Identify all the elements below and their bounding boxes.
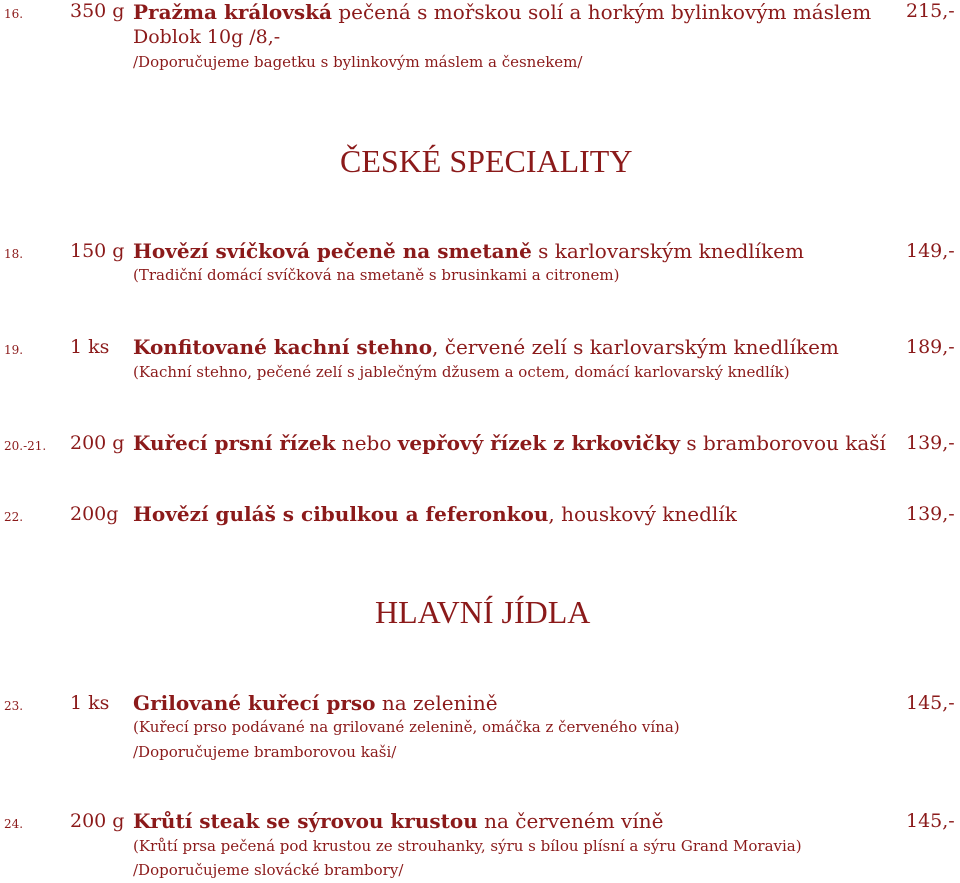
item-quantity: 200g [70, 503, 119, 525]
item-subtitle: (Kuřecí prso podávané na grilované zelenině, omáčka z červeného vína) [133, 718, 680, 736]
item-description: pečená s mořskou solí a horkým bylinkovým máslem [331, 0, 872, 24]
item-description: , houskový knedlík [548, 502, 737, 526]
item-connector: nebo [335, 431, 398, 455]
item-price: 189,- [906, 336, 955, 358]
item-quantity: 200 g [70, 432, 125, 454]
item-name: Konfitované kachní stehno [133, 335, 433, 359]
item-title [133, 809, 663, 833]
item-quantity: 150 g [70, 240, 125, 262]
item-number: 19. [4, 343, 24, 357]
item-number: 24. [4, 817, 24, 831]
item-title [133, 431, 886, 455]
item-title [133, 502, 737, 526]
item-quantity: 350 g [70, 0, 125, 22]
item-subtitle: (Kachní stehno, pečené zelí s jablečným džusem a octem, domácí karlovarský knedlík) [133, 363, 790, 381]
item-price: 149,- [906, 240, 955, 262]
item-name: Hovězí guláš s cibulkou a feferonkou [133, 502, 549, 526]
item-name: Krůtí steak se sýrovou krustou [133, 809, 478, 833]
item-price: 145,- [906, 692, 955, 714]
item-recommendation: /Doporučujeme bagetku s bylinkovým máslem a česnekem/ [133, 53, 583, 71]
item-number: 22. [4, 510, 24, 524]
item-title [133, 335, 839, 359]
item-quantity: 1 ks [70, 336, 110, 358]
item-number: 20.-21. [4, 439, 47, 453]
item-name-alt: vepřový řízek z krkovičky [397, 431, 680, 455]
item-name: Grilované kuřecí prso [133, 691, 376, 715]
item-price: 139,- [906, 503, 955, 525]
item-title [133, 691, 498, 715]
item-recommendation: /Doporučujeme bramborovou kaši/ [133, 743, 397, 761]
item-number: 23. [4, 699, 24, 713]
item-name: Kuřecí prsní řízek [133, 431, 336, 455]
item-subtitle: (Tradiční domácí svíčková na smetaně s brusinkami a citronem) [133, 266, 620, 284]
item-number: 18. [4, 247, 24, 261]
item-price: 215,- [906, 0, 955, 22]
item-quantity: 1 ks [70, 692, 110, 714]
section-heading: ČESKÉ SPECIALITY [340, 143, 633, 179]
item-description: na zelenině [375, 691, 498, 715]
item-name: Hovězí svíčková pečeně na smetaně [133, 239, 532, 263]
item-extra: Doblok 10g /8,- [133, 26, 281, 48]
item-price: 139,- [906, 432, 955, 454]
item-description: s bramborovou kaší [679, 431, 886, 455]
item-title [133, 239, 804, 263]
item-description: s karlovarským knedlíkem [531, 239, 804, 263]
item-quantity: 200 g [70, 810, 125, 832]
item-description: , červené zelí s karlovarským knedlíkem [432, 335, 839, 359]
section-heading: HLAVNÍ JÍDLA [375, 594, 591, 630]
item-price: 145,- [906, 810, 955, 832]
item-number: 16. [4, 7, 24, 21]
item-description: na červeném víně [477, 809, 664, 833]
item-name: Pražma královská [133, 0, 332, 24]
item-recommendation: /Doporučujeme slovácké brambory/ [133, 861, 404, 879]
item-subtitle: (Krůtí prsa pečená pod krustou ze strouhanky, sýru s bílou plísní a sýru Grand Moravia) [133, 837, 802, 855]
item-title [133, 0, 871, 24]
